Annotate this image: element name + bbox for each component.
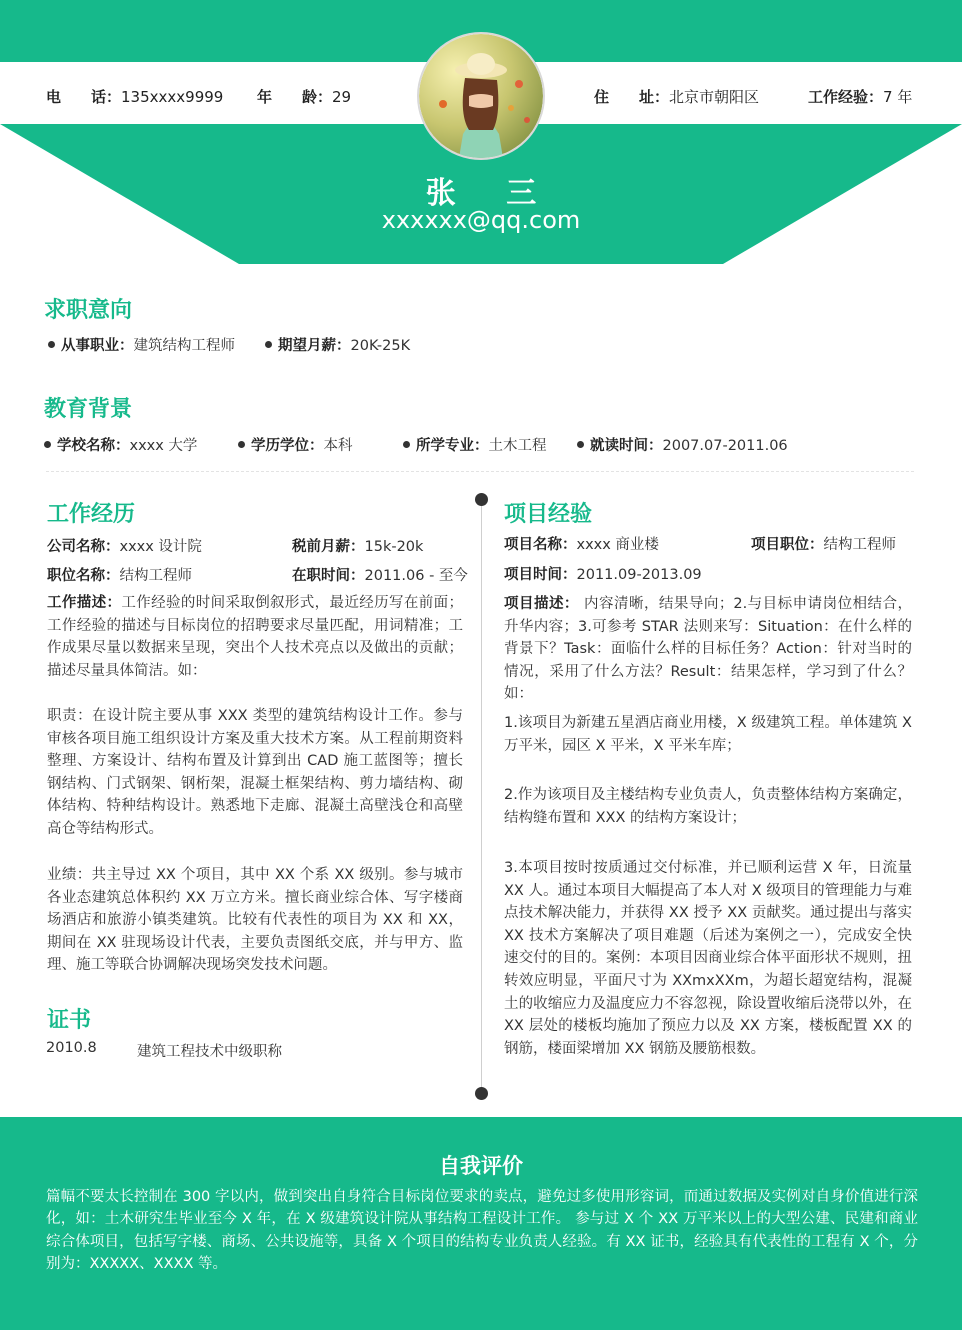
intent-position: [48, 334, 235, 355]
project-time: [504, 563, 702, 584]
work-company-value: xxxx 设计院: [119, 539, 202, 555]
edu-degree: [238, 434, 353, 455]
intent-position-value: 建筑结构工程师: [133, 338, 235, 354]
timeline-dot-bottom: [475, 1087, 488, 1100]
section-divider: [46, 471, 914, 472]
edu-degree-label: 学历学位：: [251, 438, 324, 454]
project-name-label: 项目名称：: [504, 537, 577, 553]
edu-degree-value: 本科: [323, 438, 353, 454]
intent-salary: [265, 334, 410, 355]
phone-info: [46, 86, 223, 107]
bullet-icon: [577, 441, 584, 448]
intent-position-label: 从事职业：: [61, 338, 134, 354]
timeline-line: [481, 499, 482, 1093]
certificate-title: 证书: [47, 1008, 92, 1033]
address-label: 住 址：: [594, 88, 670, 106]
work-desc-text: 工作经验的时间采取倒叙形式，最近经历写在前面；工作经验的描述与目标岗位的招聘要求尽量匹配，用词精准；工作成果尽量以数据来呈现，突出个人技术亮点以及做出的贡献；描述尽量具体简洁。如：: [47, 595, 464, 679]
work-desc-label: 工作描述：: [47, 595, 122, 611]
certificate-date: 2010.8: [46, 1040, 97, 1056]
timeline-dot-top: [475, 493, 488, 506]
project-title: 项目经验: [504, 502, 593, 527]
experience-info: [808, 86, 912, 107]
experience-label: 工作经验：: [808, 88, 884, 106]
work-tenure-value: 2011.06 - 至今: [364, 568, 468, 584]
bullet-icon: [238, 441, 245, 448]
experience-value: 7 年: [883, 88, 913, 106]
work-company: [47, 535, 202, 556]
age-info: [257, 86, 351, 107]
bullet-icon: [265, 341, 272, 348]
address-info: [594, 86, 759, 107]
project-item-2: 2.作为该项目及主楼结构专业负责人，负责整体结构方案确定，结构缝布置和 XXX 的结构方案设计；: [504, 787, 912, 826]
bullet-icon: [48, 341, 55, 348]
bullet-icon: [403, 441, 410, 448]
project-role-label: 项目职位：: [751, 537, 824, 553]
work-salary-value: 15k-20k: [364, 539, 424, 555]
edu-period: [577, 434, 788, 455]
work-duty: 职责：在设计院主要从事 XXX 类型的建筑结构设计工作。参与审核各项目施工组织设计方案及重大技术方案。从工程前期资料整理、方案设计、结构布置及计算到出 CAD 施工蓝图等；擅长钢结构、门式钢架、钢桁架，混凝土框架结构、剪力墙结构、砌体结构、特种结构设计。熟悉地下走廊、混凝土高壁浅仓和高壁高仓等结构形式。: [47, 708, 463, 837]
project-name-value: xxxx 商业楼: [576, 537, 659, 553]
edu-major-label: 所学专业：: [416, 438, 489, 454]
work-position: [47, 564, 192, 585]
address-value: 北京市朝阳区: [669, 88, 760, 106]
project-time-value: 2011.09-2013.09: [576, 567, 702, 583]
work-tenure-label: 在职时间：: [292, 568, 365, 584]
edu-school: [44, 434, 197, 455]
job-intent-title: 求职意向: [44, 298, 133, 323]
work-salary: [292, 535, 423, 556]
project-role: [751, 533, 896, 554]
project-desc-label: 项目描述：: [504, 596, 579, 612]
work-company-label: 公司名称：: [47, 539, 120, 555]
project-description: [504, 593, 912, 706]
candidate-email: xxxxxx@qq.com: [381, 206, 581, 234]
work-position-value: 结构工程师: [119, 568, 192, 584]
candidate-name: 张 三: [425, 176, 557, 211]
avatar-photo-icon: [419, 34, 543, 158]
project-time-label: 项目时间：: [504, 567, 577, 583]
phone-label: 电 话：: [46, 88, 122, 106]
phone-value: 135xxxx9999: [121, 88, 224, 106]
project-desc-text: 内容清晰，结果导向；2.与目标申请岗位相结合，升华内容；3.可参考 STAR 法则来写：Situation：在什么样的背景下？Task：面临什么样的目标任务？Action：针对当时的情况，采用了什么方法？Result：结果怎样，学习到了什么？如：: [504, 596, 912, 703]
certificate-name: 建筑工程技术中级职称: [137, 1044, 282, 1060]
work-position-label: 职位名称：: [47, 568, 120, 584]
edu-period-label: 就读时间：: [590, 438, 663, 454]
bullet-icon: [44, 441, 51, 448]
self-eval-title: 自我评价: [439, 1154, 523, 1178]
work-title: 工作经历: [47, 502, 136, 527]
work-salary-label: 税前月薪：: [292, 539, 365, 555]
avatar: [417, 32, 545, 160]
work-achievement: 业绩：共主导过 XX 个项目，其中 XX 个系 XX 级别。参与城市各业态建筑总体积约 XX 万立方米。擅长商业综合体、写字楼商场酒店和旅游小镇类建筑。比较有代表性的项目为 XX 和 XX，期间在 XX 驻现场设计代表，主要负责图纸交底，并与甲方、监理、施工等联合协调解决现场突发技术问题。: [47, 867, 463, 974]
education-title: 教育背景: [44, 397, 133, 422]
work-tenure: [292, 564, 468, 585]
edu-major: [403, 434, 547, 455]
self-eval-text: 篇幅不要太长控制在 300 字以内，做到突出自身符合目标岗位要求的卖点，避免过多使用形容词，而通过数据及实例对自身价值进行深化，如：土木研究生毕业至今 X 年，在 X 级建筑设计院从事结构工程设计工作。 参与过 X 个 XX 万平米以上的大型公建、民建和商业综合体项目，包括写字楼、商场、公共设施等，具备 X 个项目的结构专业负责人经验。有 XX 证书，经验具有代表性的工程有 X 个，分别为：XXXXX、XXXX 等。: [46, 1189, 918, 1273]
project-role-value: 结构工程师: [823, 537, 896, 553]
edu-period-value: 2007.07-2011.06: [662, 438, 788, 454]
edu-school-value: xxxx 大学: [129, 438, 198, 454]
project-item-3: 3.本项目按时按质通过交付标准，并已顺利运营 X 年，日流量 XX 人。通过本项目大幅提高了本人对 X 级项目的管理能力与难点技术解决能力，并获得 XX 授予 XX 贡献奖。通过提出与落实 XX 技术方案解决了项目难题（后述为案例之一），完成安全快速交付的目的。案例：本项目因商业综合体平面形状不规则，扭转效应明显，平面尺寸为 XXmxXXm，为超长超宽结构，混凝土的收缩应力及温度应力不容忽视，除设置收缩后浇带以外，在 XX 层处的楼板均施加了预应力以及 XX 方案，楼板配置 XX 的钢筋，楼面梁增加 XX 钢筋及腰筋根数。: [504, 860, 912, 1057]
age-label: 年 龄：: [257, 88, 333, 106]
intent-salary-label: 期望月薪：: [278, 338, 351, 354]
edu-school-label: 学校名称：: [57, 438, 130, 454]
edu-major-value: 土木工程: [488, 438, 547, 454]
age-value: 29: [332, 88, 352, 106]
project-item-1: 1.该项目为新建五星酒店商业用楼，X 级建筑工程。单体建筑 X 万平米，园区 X 平米，X 平米车库；: [504, 715, 912, 754]
intent-salary-value: 20K-25K: [350, 338, 411, 354]
project-name: [504, 533, 659, 554]
work-description: [47, 592, 463, 682]
